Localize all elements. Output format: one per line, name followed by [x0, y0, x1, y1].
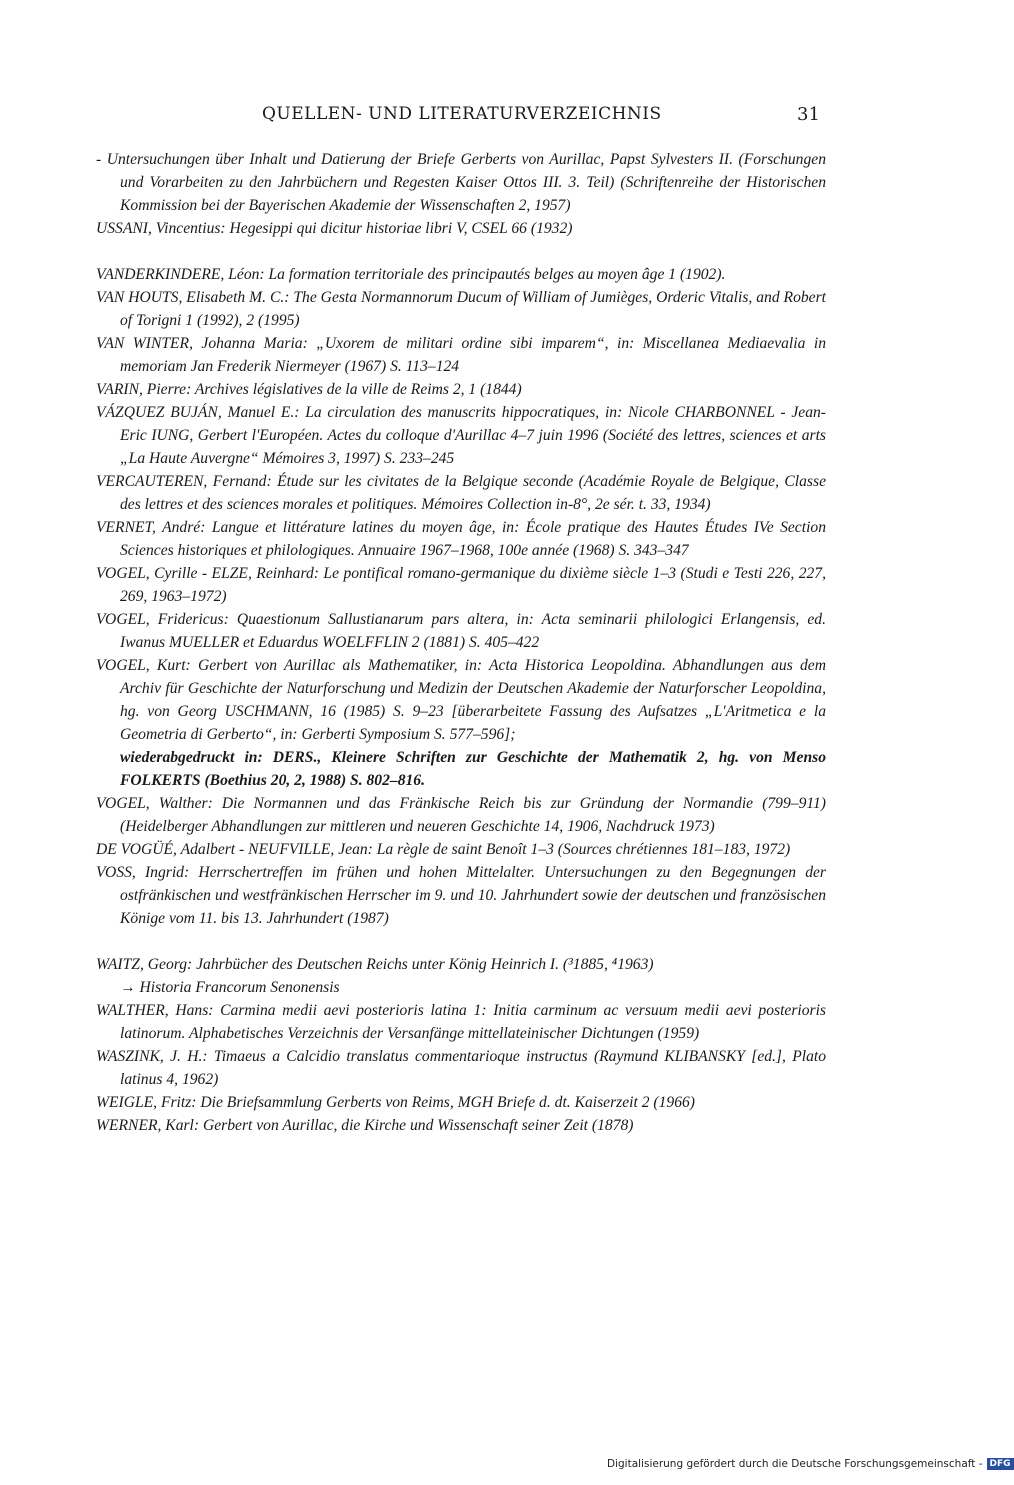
cross-reference: → Historia Francorum Senonensis — [120, 979, 340, 996]
bibliography-entry: VOGEL, Walther: Die Normannen und das Fränkische Reich bis zur Gründung der Normandie (799–911) (Heidelberger Abhandlungen zur mittleren und neueren Geschichte 14, 1906, Nachdruck 1973) — [96, 795, 826, 835]
bibliography-entry: VOSS, Ingrid: Herrschertreffen im frühen und hohen Mittelalter. Untersuchungen zu den Begegnungen der ostfränkischen und westfränkischen Herrscher im 9. und 10. Jahrhundert sowie der deutschen und französischen Könige vom 11. bis 13. Jahrhundert (1987) — [96, 864, 826, 927]
bibliography-entry: WEIGLE, Fritz: Die Briefsammlung Gerberts von Reims, MGH Briefe d. dt. Kaiserzeit 2 (1966) — [96, 1094, 695, 1111]
bibliography-entry: VOGEL, Fridericus: Quaestionum Sallustianarum pars altera, in: Acta seminarii philologici Erlangensis, ed. Iwanus MUELLER et Eduardus WOELFFLIN 2 (1881) S. 405–422 — [96, 611, 826, 651]
bibliography-entry: VARIN, Pierre: Archives législatives de la ville de Reims 2, 1 (1844) — [96, 381, 522, 398]
bibliography-entry: WERNER, Karl: Gerbert von Aurillac, die Kirche und Wissenschaft seiner Zeit (1878) — [96, 1117, 634, 1134]
bibliography-entry: WALTHER, Hans: Carmina medii aevi posterioris latina 1: Initia carminum ac versuum medii aevi posterioris latinorum. Alphabetisches Verzeichnis der Versanfänge mittellateinischer Dichtungen (1959) — [96, 1002, 826, 1042]
bibliography-list — [96, 148, 826, 1137]
bibliography-entry: VERCAUTEREN, Fernand: Étude sur les civitates de la Belgique seconde (Académie Royale de Belgique, Classe des lettres et des sciences morales et politiques. Mémoires Collection in-8°, 2e sér. t. 33, 1934) — [96, 473, 826, 513]
bibliography-entry: VERNET, André: Langue et littérature latines du moyen âge, in: École pratique des Hautes Études IVe Section Sciences historiques et philologiques. Annuaire 1967–1968, 100e année (1968) S. 343–347 — [96, 519, 826, 559]
bibliography-entry: VAN HOUTS, Elisabeth M. C.: The Gesta Normannorum Ducum of William of Jumièges, Orderic Vitalis, and Robert of Torigni 1 (1992), 2 (1995) — [96, 289, 826, 329]
footer-text: Digitalisierung gefördert durch die Deutsche Forschungsgemeinschaft - — [607, 1458, 983, 1470]
bibliography-entry: VANDERKINDERE, Léon: La formation territoriale des principautés belges au moyen âge 1 (1902). — [96, 266, 726, 283]
page-number: 31 — [797, 104, 820, 125]
bibliography-entry: DE VOGÜÉ, Adalbert - NEUFVILLE, Jean: La règle de saint Benoît 1–3 (Sources chrétiennes 181–183, 1972) — [96, 841, 791, 858]
dfg-logo: DFG — [987, 1458, 1014, 1470]
bibliography-entry-continuation: wiederabgedruckt in: DERS., Kleinere Schriften zur Geschichte der Mathematik 2, hg. von Menso FOLKERTS (Boethius 20, 2, 1988) S. 802–816. — [120, 749, 826, 789]
bibliography-entry: VAN WINTER, Johanna Maria: „Uxorem de militari ordine sibi imparem“, in: Miscellanea Mediaevalia in memoriam Jan Frederik Niermeyer (1967) S. 113–124 — [96, 335, 826, 375]
bibliography-entry: WAITZ, Georg: Jahrbücher des Deutschen Reichs unter König Heinrich I. (³1885, ⁴1963) — [96, 956, 654, 973]
section-gap — [96, 930, 826, 953]
bibliography-entry: VOGEL, Kurt: Gerbert von Aurillac als Mathematiker, in: Acta Historica Leopoldina. Abhandlungen aus dem Archiv für Geschichte der Naturforschung und Medizin der Deutschen Akademie der Naturforscher Leopoldina, hg. von Georg USCHMANN, 16 (1985) S. 9–23 [überarbeitete Fassung des Aufsatzes „L'Aritmetica e la Geometria di Gerberto“, in: Gerberti Symposium S. 577–596]; — [96, 657, 826, 743]
bibliography-entry: VÁZQUEZ BUJÁN, Manuel E.: La circulation des manuscrits hippocratiques, in: Nicole CHARBONNEL - Jean-Eric IUNG, Gerbert l'Européen. Actes du colloque d'Aurillac 4–7 juin 1996 (Société des lettres, sciences et arts „La Haute Auvergne“ Mémoires 3, 1997) S. 233–245 — [96, 404, 826, 467]
running-header: QUELLEN- UND LITERATURVERZEICHNIS — [262, 104, 662, 124]
digitization-footer — [607, 1458, 1014, 1470]
bibliography-entry: VOGEL, Cyrille - ELZE, Reinhard: Le pontifical romano-germanique du dixième siècle 1–3 (Studi e Testi 226, 227, 269, 1963–1972) — [96, 565, 826, 605]
bibliography-entry: - Untersuchungen über Inhalt und Datierung der Briefe Gerberts von Aurillac, Papst Sylvesters II. (Forschungen und Vorarbeiten zu den Jahrbüchern und Regesten Kaiser Ottos III. 3. Teil) (Schriftenreihe der Historischen Kommission bei der Bayerischen Akademie der Wissenschaften 2, 1957) — [96, 151, 826, 214]
bibliography-entry: USSANI, Vincentius: Hegesippi qui dicitur historiae libri V, CSEL 66 (1932) — [96, 220, 573, 237]
bibliography-entry: WASZINK, J. H.: Timaeus a Calcidio translatus commentarioque instructus (Raymund KLIBANSKY [ed.], Plato latinus 4, 1962) — [96, 1048, 826, 1088]
section-gap — [96, 240, 826, 263]
